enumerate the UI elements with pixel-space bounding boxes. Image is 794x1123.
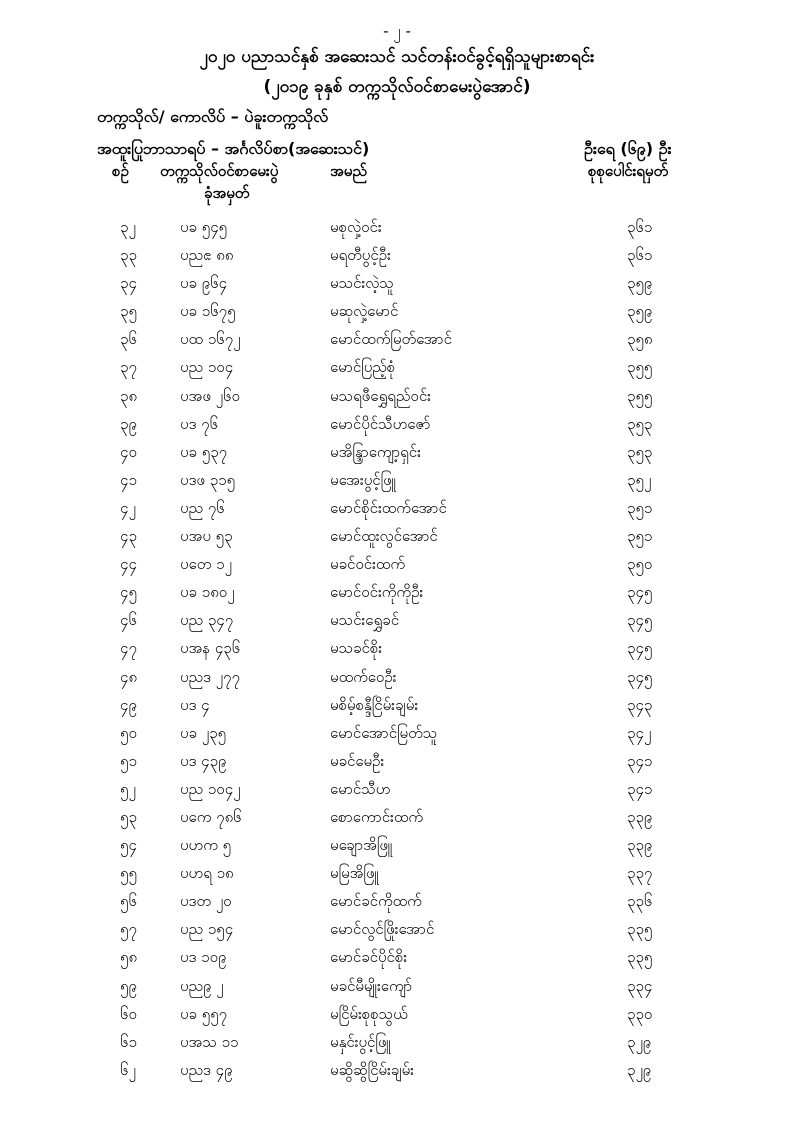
table-row bbox=[0, 1061, 794, 1089]
serial-cell: ၄၉ bbox=[120, 695, 137, 714]
name-cell: မသင်းရွှေခင် bbox=[330, 611, 400, 630]
table-row bbox=[0, 583, 794, 611]
header-roll-number-line2: ခုံအမှတ် bbox=[204, 184, 250, 202]
name-cell: မသရဖီရွှေရည်ဝင်း bbox=[330, 386, 431, 405]
roll-number-cell: ပဒ ၄ bbox=[180, 695, 210, 714]
total-marks-cell: ၃၄၅ bbox=[627, 667, 653, 686]
total-marks-cell: ၃၅၁ bbox=[627, 527, 653, 546]
serial-cell: ၅၈ bbox=[120, 948, 138, 967]
total-marks-cell: ၃၅၃ bbox=[627, 442, 653, 461]
serial-cell: ၅၄ bbox=[120, 836, 137, 855]
page-number: - ၂ - bbox=[383, 22, 411, 40]
total-marks-cell: ၃၃၅ bbox=[627, 948, 653, 967]
name-cell: မောင်ပိုင်သီဟဇော် bbox=[330, 414, 431, 433]
roll-number-cell: ပအသ ၁၁ bbox=[180, 1032, 239, 1051]
serial-cell: ၄၆ bbox=[120, 611, 137, 630]
total-marks-cell: ၃၆၁ bbox=[627, 218, 653, 236]
roll-number-cell: ပဒတ ၂၀ bbox=[180, 892, 232, 911]
table-row bbox=[0, 302, 794, 330]
roll-number-cell: ပခ ၅၃၇ bbox=[180, 442, 228, 461]
roll-number-cell: ပခ ၁၈၀၂ bbox=[180, 583, 235, 602]
total-marks-cell: ၃၆၁ bbox=[627, 246, 653, 265]
serial-cell: ၅၆ bbox=[120, 892, 137, 911]
total-marks-cell: ၃၅၉ bbox=[627, 274, 653, 293]
total-marks-cell: ၃၅၂ bbox=[627, 470, 652, 489]
table-row bbox=[0, 977, 794, 1005]
serial-cell: ၄၂ bbox=[120, 498, 136, 517]
table-row bbox=[0, 555, 794, 583]
roll-number-cell: ပဒ ၄၃၉ bbox=[180, 751, 227, 770]
name-cell: မောင်သီဟ bbox=[330, 779, 391, 798]
name-cell: မချောအိဖြူ bbox=[330, 836, 393, 855]
roll-number-cell: ပအပ ၅၃ bbox=[180, 527, 233, 546]
total-marks-cell: ၃၅၅ bbox=[627, 386, 653, 405]
serial-cell: ၄၃ bbox=[120, 527, 137, 546]
name-cell: မရတီပွင့်ဦး bbox=[330, 246, 391, 265]
total-marks-cell: ၃၅၉ bbox=[627, 302, 653, 321]
serial-cell: ၆၀ bbox=[120, 1004, 137, 1023]
name-cell: မောင်အောင်မြတ်သူ bbox=[330, 723, 438, 742]
table-row bbox=[0, 920, 794, 948]
name-cell: မခင်မေဦး bbox=[330, 751, 385, 770]
total-marks-cell: ၃၃၅ bbox=[627, 920, 653, 939]
total-marks-cell: ၃၄၅ bbox=[627, 583, 653, 602]
serial-cell: ၄၈ bbox=[120, 667, 138, 686]
serial-cell: ၄၅ bbox=[120, 583, 137, 602]
roll-number-cell: ပည ၃၄၇ bbox=[180, 611, 234, 630]
roll-number-cell: ပည ၇၆ bbox=[180, 498, 225, 517]
roll-number-cell: ပဒဖ ၃၁၅ bbox=[180, 470, 236, 489]
total-marks-cell: ၃၅၈ bbox=[627, 330, 653, 349]
table-row bbox=[0, 808, 794, 836]
roll-number-cell: ပအဖ ၂၆၀ bbox=[180, 386, 240, 405]
serial-cell: ၅၅ bbox=[120, 864, 137, 883]
serial-cell: ၃၂ bbox=[120, 218, 136, 236]
serial-cell: ၃၃ bbox=[120, 246, 137, 265]
serial-cell: ၅၉ bbox=[120, 976, 137, 995]
total-marks-cell: ၃၄၁ bbox=[627, 751, 653, 770]
table-row bbox=[0, 527, 794, 555]
serial-cell: ၃၇ bbox=[120, 358, 137, 377]
name-cell: မခင်မီမျိုးကျော် bbox=[330, 976, 413, 995]
name-cell: မောင်ခင်ပိုင်စိုး bbox=[330, 948, 408, 967]
serial-cell: ၄၇ bbox=[120, 639, 137, 658]
roll-number-cell: ပခ ၁၆၇၅ bbox=[180, 302, 236, 321]
name-cell: မသခင်စိုး bbox=[330, 639, 383, 658]
major-line: အထူးပြုဘာသာရပ် – အင်္ဂလိပ်စာ(အဆေးသင်) bbox=[97, 139, 370, 158]
name-cell: စောကောင်းထက် bbox=[330, 807, 424, 826]
total-marks-cell: ၃၄၃ bbox=[627, 695, 653, 714]
serial-cell: ၆၂ bbox=[120, 1060, 136, 1079]
serial-cell: ၃၄ bbox=[120, 274, 137, 293]
table-row bbox=[0, 948, 794, 976]
name-cell: မအိန္ဒြာကျော့ရှင်း bbox=[330, 442, 421, 461]
roll-number-cell: ပခ ၅၄၅ bbox=[180, 218, 228, 236]
roll-number-cell: ပည၉ ၂ bbox=[180, 976, 224, 995]
serial-cell: ၃၆ bbox=[120, 330, 137, 349]
total-marks-cell: ၃၃၉ bbox=[627, 836, 653, 855]
name-cell: မောင်ခင်ကိုထက် bbox=[330, 892, 422, 911]
total-marks-cell: ၃၄၁ bbox=[627, 779, 653, 798]
roll-number-cell: ပညဒ ၄၉ bbox=[180, 1060, 233, 1079]
roll-number-cell: ပည ၁၅၄ bbox=[180, 920, 234, 939]
name-cell: မဆွိဆွိငြိမ်းချမ်း bbox=[330, 1060, 414, 1079]
table-row bbox=[0, 668, 794, 696]
total-marks-cell: ၃၅၁ bbox=[627, 498, 653, 517]
total-marks-cell: ၃၄၅ bbox=[627, 639, 653, 658]
header-name: အမည် bbox=[330, 162, 367, 180]
roll-number-cell: ပထ ၁၆၇၂ bbox=[180, 330, 241, 349]
table-row bbox=[0, 274, 794, 302]
table-row bbox=[0, 1005, 794, 1033]
name-cell: မနှင်းပွင့်ဖြူ bbox=[330, 1032, 391, 1051]
name-cell: မောင်စိုင်းထက်အောင် bbox=[330, 498, 447, 517]
total-marks-cell: ၃၃၇ bbox=[627, 864, 653, 883]
roll-number-cell: ပဒ ၇၆ bbox=[180, 414, 219, 433]
student-list bbox=[0, 218, 794, 1089]
table-row bbox=[0, 611, 794, 639]
table-row bbox=[0, 780, 794, 808]
document-subtitle: (၂၀၁၉ ခုနှစ် တက္ကသိုလ်ဝင်စာမေးပွဲအောင်) bbox=[263, 77, 531, 97]
header-serial: စဉ် bbox=[112, 162, 129, 180]
total-marks-cell: ၃၄၂ bbox=[627, 723, 652, 742]
serial-cell: ၄၀ bbox=[120, 442, 137, 461]
total-marks-cell: ၃၃၄ bbox=[627, 976, 653, 995]
table-row bbox=[0, 471, 794, 499]
name-cell: မောင်ထက်မြတ်အောင် bbox=[330, 330, 452, 349]
table-row bbox=[0, 218, 794, 246]
serial-cell: ၅၇ bbox=[120, 920, 137, 939]
name-cell: မောင်ပြည့်စုံ bbox=[330, 358, 396, 377]
total-marks-cell: ၃၅၃ bbox=[627, 414, 653, 433]
total-marks-cell: ၃၃၉ bbox=[627, 807, 653, 826]
table-row bbox=[0, 358, 794, 386]
roll-number-cell: ပည ၁၀၄၂ bbox=[180, 779, 241, 798]
serial-cell: ၅၁ bbox=[120, 751, 137, 770]
serial-cell: ၅၂ bbox=[120, 779, 136, 798]
roll-number-cell: ပဒ ၁၀၉ bbox=[180, 948, 227, 967]
serial-cell: ၃၈ bbox=[120, 386, 138, 405]
serial-cell: ၅၀ bbox=[120, 723, 137, 742]
serial-cell: ၅၃ bbox=[120, 807, 137, 826]
roll-number-cell: ပခ ၅၅၇ bbox=[180, 1004, 228, 1023]
document-title: ၂၀၂၀ ပညာသင်နှစ် အဆေးသင် သင်တန်းဝင်ခွင့်ရရှိသူများစာရင်း bbox=[199, 47, 595, 67]
roll-number-cell: ပညဒ ၂၇၇ bbox=[180, 667, 240, 686]
table-row bbox=[0, 639, 794, 667]
name-cell: မငြိမ်းစုစုသွယ် bbox=[330, 1004, 408, 1023]
table-row bbox=[0, 696, 794, 724]
serial-cell: ၃၉ bbox=[120, 414, 137, 433]
roll-number-cell: ပဟရ ၁၈ bbox=[180, 864, 234, 883]
serial-cell: ၃၅ bbox=[120, 302, 137, 321]
table-row bbox=[0, 415, 794, 443]
name-cell: မစုလှဲ့ဝင်း bbox=[330, 218, 382, 236]
name-cell: မသင်းလဲ့သူ bbox=[330, 274, 394, 293]
name-cell: မအေးပွင့်ဖြူ bbox=[330, 470, 396, 489]
roll-number-cell: ပညၕ ၈၈ bbox=[180, 246, 234, 265]
roll-number-cell: ပခ ၉၆၄ bbox=[180, 274, 228, 293]
total-marks-cell: ၃၅၀ bbox=[627, 555, 653, 574]
table-row bbox=[0, 892, 794, 920]
table-row bbox=[0, 724, 794, 752]
total-count: ဦးရေ (၆၉) ဦး bbox=[584, 139, 672, 158]
name-cell: မောင်ဝင်းကိုကိုဦး bbox=[330, 583, 424, 602]
table-row bbox=[0, 443, 794, 471]
name-cell: မခင်ဝင်းထက် bbox=[330, 555, 406, 574]
total-marks-cell: ၃၂၉ bbox=[627, 1060, 652, 1079]
university-line: တက္ကသိုလ်/ ကောလိပ် – ပဲခူးတက္ကသိုလ် bbox=[97, 107, 329, 126]
total-marks-cell: ၃၃၀ bbox=[627, 1004, 653, 1023]
name-cell: မမြအိဖြူ bbox=[330, 864, 379, 883]
table-row bbox=[0, 864, 794, 892]
name-cell: မောင်ထူးလွင်အောင် bbox=[330, 527, 438, 546]
table-row bbox=[0, 836, 794, 864]
table-row bbox=[0, 387, 794, 415]
serial-cell: ၄၄ bbox=[120, 555, 137, 574]
total-marks-cell: ၃၅၅ bbox=[627, 358, 653, 377]
roll-number-cell: ပည ၁၀၄ bbox=[180, 358, 234, 377]
roll-number-cell: ပအန ၄၃၆ bbox=[180, 639, 241, 658]
serial-cell: ၄၁ bbox=[120, 470, 137, 489]
roll-number-cell: ပခ ၂၃၅ bbox=[180, 723, 227, 742]
name-cell: မထက်ဝေဦး bbox=[330, 667, 397, 686]
header-roll-number: တက္ကသိုလ်ဝင်စာမေးပွဲ bbox=[160, 162, 279, 180]
name-cell: မစိမ့်စန္ဒီငြိမ်းချမ်း bbox=[330, 695, 419, 714]
table-row bbox=[0, 1033, 794, 1061]
serial-cell: ၆၁ bbox=[120, 1032, 137, 1051]
table-row bbox=[0, 330, 794, 358]
table-row bbox=[0, 499, 794, 527]
total-marks-cell: ၃၂၉ bbox=[627, 1032, 652, 1051]
name-cell: မဆုလှဲ့မောင် bbox=[330, 302, 399, 321]
table-row bbox=[0, 246, 794, 274]
roll-number-cell: ပဟက ၅ bbox=[180, 836, 232, 855]
total-marks-cell: ၃၄၅ bbox=[627, 611, 653, 630]
name-cell: မောင်လွင်ဖြိုးအောင် bbox=[330, 920, 435, 939]
table-row bbox=[0, 752, 794, 780]
roll-number-cell: ပကေ ၇၈၆ bbox=[180, 807, 242, 826]
total-marks-cell: ၃၃၆ bbox=[627, 892, 653, 911]
header-total-marks: စုစုပေါင်းရမှတ် bbox=[588, 162, 669, 180]
roll-number-cell: ပတေ ၁၂ bbox=[180, 555, 232, 574]
